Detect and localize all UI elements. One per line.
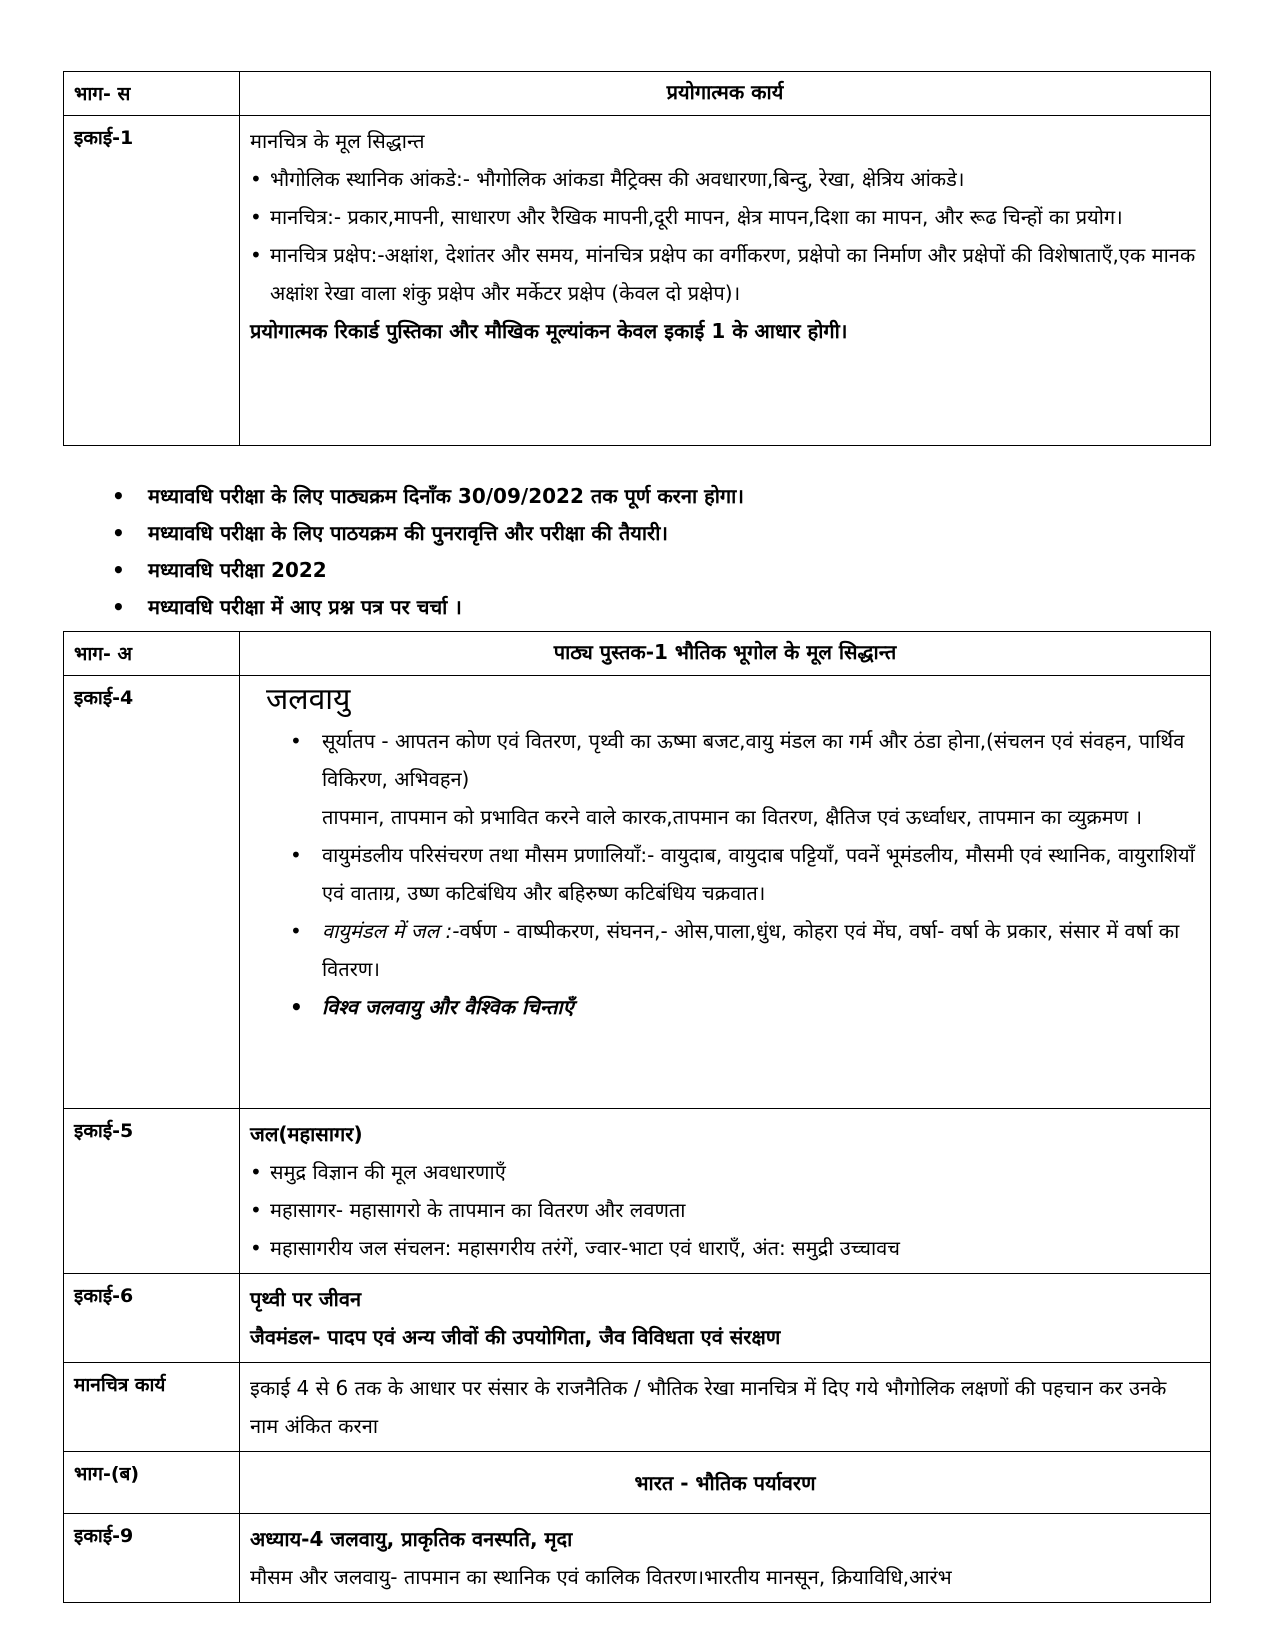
unit1-item: • मानचित्र:- प्रकार,मापनी, साधारण और रैखिक मापनी,दूरी मापन, क्षेत्र मापन,दिशा का मापन, और रूढ चिन्हों का प्रयोग। (250, 198, 1200, 236)
unit6-content (240, 1274, 1211, 1363)
part-a-label: भाग- अ (64, 632, 240, 676)
unit1-label: इकाई-1 (64, 116, 240, 446)
unit5-item: • महासागरीय जल संचलन: महासगरीय तरंगें, ज्वार-भाटा एवं धाराएँ, अंत: समुद्री उच्चावच (250, 1229, 1200, 1267)
unit4-label: इकाई-4 (64, 676, 240, 1109)
midterm-item: • मध्यावधि परीक्षा के लिए पाठयक्रम की पुनरावृत्ति और परीक्षा की तैयारी। (112, 515, 744, 552)
part-b-title: भारत - भौतिक पर्यावरण (240, 1452, 1211, 1514)
unit6-label: इकाई-6 (64, 1274, 240, 1363)
part-c-label: भाग- स (64, 72, 240, 116)
unit5-item: • समुद्र विज्ञान की मूल अवधारणाएँ (250, 1153, 1200, 1191)
unit1-item: • भौगोलिक स्थानिक आंकडे:- भौगोलिक आंकडा मैट्रिक्स की अवधारणा,बिन्दु, रेखा, क्षेत्रिय आंकडे। (250, 160, 1200, 198)
unit6-sub: जैवमंडल- पादप एवं अन्य जीवों की उपयोगिता, जैव विविधता एवं संरक्षण (250, 1325, 781, 1349)
unit5-item: • महासागर- महासागरो के तापमान का वितरण और लवणता (250, 1191, 1200, 1229)
practical-table (63, 71, 1211, 446)
unit5-label: इकाई-5 (64, 1109, 240, 1274)
unit4-item: • सूर्यातप - आपतन कोण एवं वितरण, पृथ्वी का ऊष्मा बजट,वायु मंडल का गर्म और ठंडा होना,(संचलन एवं संवहन, पार्थिव विकिरण, अभिवहन) तापमान, तापमान को प्रभावित करने वाले कारक,तापमान का वितरण, क्षैतिज एवं ऊर्ध्वाधर, तापमान का व्युक्रमण । (322, 722, 1200, 836)
map-work-text: इकाई 4 से 6 तक के आधार पर संसार के राजनैतिक / भौतिक रेखा मानचित्र में दिए गये भौगोलिक लक्षणों की पहचान कर उनके नाम अंकित करना (240, 1363, 1211, 1452)
unit9-title: अध्याय-4 जलवायु, प्राकृतिक वनस्पति, मृदा (250, 1527, 573, 1551)
midterm-item: • मध्यावधि परीक्षा 2022 (112, 552, 744, 589)
unit4-content (240, 676, 1211, 1109)
part-c-title: प्रयोगात्मक कार्य (240, 72, 1211, 116)
unit6-title: पृथ्वी पर जीवन (250, 1287, 362, 1311)
part-a-title: पाठ्य पुस्तक-1 भौतिक भूगोल के मूल सिद्धान्त (240, 632, 1211, 676)
unit9-content (240, 1514, 1211, 1603)
unit4-item: • वायुमंडल में जल :-वर्षण - वाष्पीकरण, संघनन,- ओस,पाला,धुंध, कोहरा एवं मेंघ, वर्षा- वर्षा के प्रकार, संसार में वर्षा का वितरण। (322, 912, 1200, 988)
map-work-label: मानचित्र कार्य (64, 1363, 240, 1452)
part-b-label: भाग-(ब) (64, 1452, 240, 1514)
unit1-title: मानचित्र के मूल सिद्धान्त (250, 129, 425, 153)
unit1-item: • मानचित्र प्रक्षेप:-अक्षांश, देशांतर और समय, मांनचित्र प्रक्षेप का वर्गीकरण, प्रक्षेपो का निर्माण और प्रक्षेपों की विशेषाताएँ,एक मानक अक्षांश रेखा वाला शंकु प्रक्षेप और मर्केटर प्रक्षेप (केवल दो प्रक्षेप)। (250, 236, 1200, 312)
unit9-label: इकाई-9 (64, 1514, 240, 1603)
midterm-item: • मध्यावधि परीक्षा में आए प्रश्न पत्र पर चर्चा । (112, 589, 744, 626)
unit4-item: • वायुमंडलीय परिसंचरण तथा मौसम प्रणालियाँ:- वायुदाब, वायुदाब पट्टियाँ, पवनें भूमंडलीय, मौसमी एवं स्थानिक, वायुराशियाँ एवं वाताग्र, उष्ण कटिबंधिय और बहिरुष्ण कटिबंधिय चक्रवात। (322, 836, 1200, 912)
unit1-content (240, 116, 1211, 446)
midterm-list (112, 478, 744, 626)
unit5-content (240, 1109, 1211, 1274)
unit1-note: प्रयोगात्मक रिकार्ड पुस्तिका और मौखिक मूल्यांकन केवल इकाई 1 के आधार होगी। (250, 319, 848, 343)
unit5-title: जल(महासागर) (250, 1122, 363, 1146)
unit9-text: मौसम और जलवायु- तापमान का स्थानिक एवं कालिक वितरण।भारतीय मानसून, क्रियाविधि,आरंभ (250, 1565, 952, 1589)
unit4-title: जलवायु (266, 682, 351, 717)
midterm-item: • मध्यावधि परीक्षा के लिए पाठ्यक्रम दिनाँक 30/09/2022 तक पूर्ण करना होगा। (112, 478, 744, 515)
unit4-item: • विश्व जलवायु और वैश्विक चिन्ताएँ (322, 988, 1200, 1026)
syllabus-table (63, 631, 1211, 1603)
